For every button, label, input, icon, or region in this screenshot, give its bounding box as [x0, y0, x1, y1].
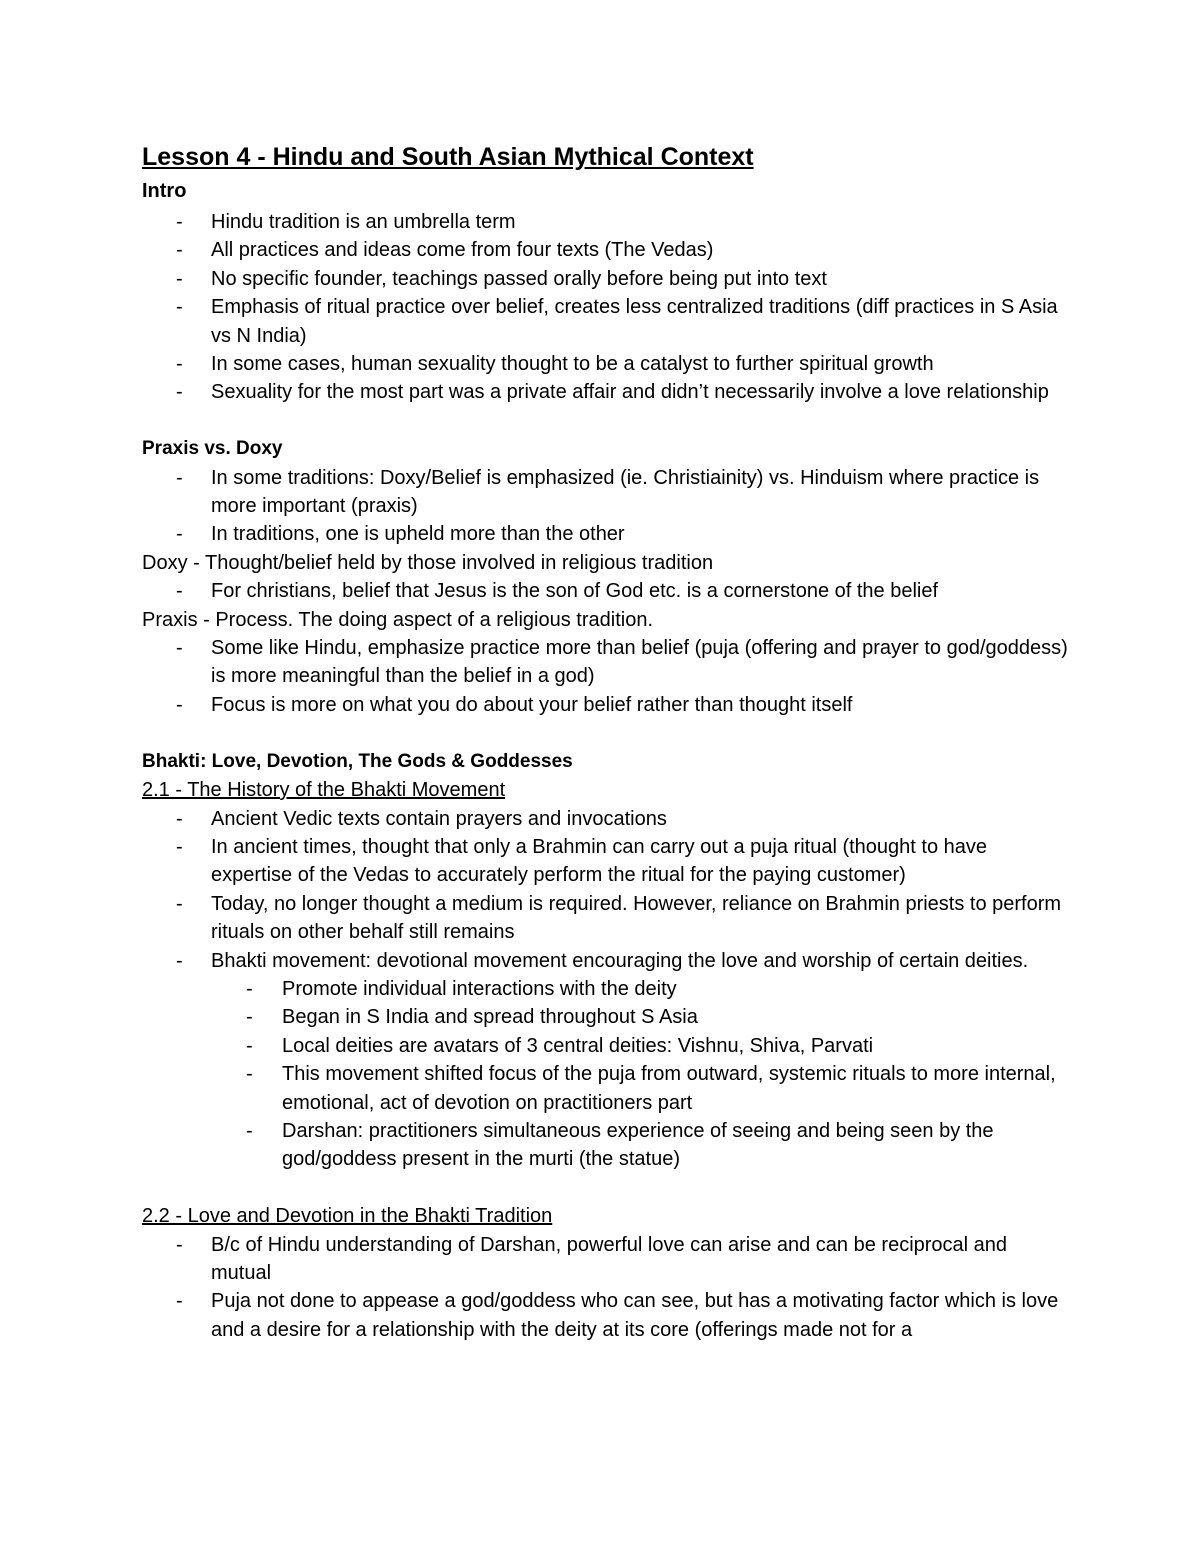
list-item-text: For christians, belief that Jesus is the son of God etc. is a cornerstone of the belief: [211, 580, 939, 603]
list-item-text: Sexuality for the most part was a private affair and didn’t necessarily involve a love relationship: [211, 381, 1049, 404]
list-item-text: Today, no longer thought a medium is required. However, reliance on Brahmin priests to perform rituals on other behalf still remains: [211, 892, 1062, 944]
list-item: [142, 236, 1072, 264]
intro-heading: Intro: [142, 180, 187, 202]
list-item-text: Puja not done to appease a god/goddess who can see, but has a motivating factor which is love and a desire for a relationship with the deity at its core (offerings made not for a: [211, 1290, 1059, 1341]
list-item-text: B/c of Hindu understanding of Darshan, powerful love can arise and can be reciprocal and mutual: [211, 1233, 1008, 1284]
blank-line: [142, 1174, 1072, 1202]
list-item: [142, 1117, 1072, 1174]
bullet-dash: -: [176, 1233, 183, 1256]
list-item-text: No specific founder, teachings passed orally before being put into text: [211, 267, 827, 290]
list-item: [142, 577, 1072, 605]
list-item: [142, 890, 1072, 947]
intro-list: [142, 208, 1072, 407]
list-item-text: In some traditions: Doxy/Belief is emphasized (ie. Christiainity) vs. Hinduism where practice is more important (praxis): [211, 466, 1040, 518]
list-item: [142, 350, 1072, 378]
bullet-dash: -: [246, 1063, 253, 1086]
bullet-dash: -: [176, 892, 183, 915]
praxis-list: [142, 464, 1072, 549]
subsection-heading-2-1: 2.1 - The History of the Bhakti Movement: [142, 779, 506, 802]
list-item-text: Local deities are avatars of 3 central deities: Vishnu, Shiva, Parvati: [282, 1034, 874, 1057]
bullet-dash: -: [176, 580, 183, 603]
blank-line: [142, 407, 1072, 435]
list-item-text: In ancient times, thought that only a Brahmin can carry out a puja ritual (thought to have expertise of the Vedas to accurately perform the ritual for the paying customer): [211, 835, 988, 887]
bullet-dash: -: [176, 381, 183, 404]
bullet-dash: -: [246, 977, 253, 1000]
bullet-dash: -: [176, 1290, 183, 1313]
list-item-text: This movement shifted focus of the puja from outward, systemic rituals to more internal, emotional, act of devotion on practitioners part: [282, 1063, 1056, 1114]
list-item-text: Hindu tradition is an umbrella term: [211, 211, 516, 233]
list-item: [142, 520, 1072, 548]
bullet-dash: -: [176, 637, 183, 660]
bullet-dash: -: [176, 807, 183, 830]
list-item: [142, 975, 1072, 1003]
subsection-heading-2-2: 2.2 - Love and Devotion in the Bhakti Tradition: [142, 1205, 553, 1228]
list-item-text: Darshan: practitioners simultaneous experience of seeing and being seen by the god/goddess present in the murti (the statue): [282, 1119, 994, 1171]
bullet-dash: -: [246, 1119, 253, 1142]
doxy-definition: Doxy - Thought/belief held by those involved in religious tradition: [142, 551, 714, 574]
list-item: [142, 293, 1072, 350]
list-item: [142, 208, 1072, 236]
bullet-dash: -: [176, 466, 183, 489]
list-item: [142, 805, 1072, 833]
list-item: [142, 833, 1072, 890]
page-title: Lesson 4 - Hindu and South Asian Mythical Context: [142, 143, 754, 171]
list-item: [142, 1231, 1072, 1288]
list-item: [142, 1060, 1072, 1117]
list-item: [142, 691, 1072, 719]
list-item-text: Emphasis of ritual practice over belief, creates less centralized traditions (diff practices in S Asia vs N India): [211, 296, 1058, 347]
bullet-dash: -: [176, 523, 183, 546]
bullet-dash: -: [176, 239, 183, 262]
list-item: [142, 265, 1072, 293]
bhakti-love-list: [142, 1231, 1072, 1345]
bullet-dash: -: [176, 211, 183, 233]
praxis-definition: Praxis - Process. The doing aspect of a religious tradition.: [142, 608, 653, 631]
list-item-text: Some like Hindu, emphasize practice more than belief (puja (offering and prayer to god/goddess) is more meaningful than the belief in a god): [211, 637, 1068, 688]
bhakti-history-list: [142, 805, 1072, 975]
list-item: [142, 947, 1072, 975]
bullet-dash: -: [176, 353, 183, 376]
doxy-list: [142, 577, 1072, 605]
bullet-dash: -: [176, 835, 183, 858]
list-item: [142, 1003, 1072, 1031]
list-item: [142, 1287, 1072, 1344]
list-item: [142, 634, 1072, 691]
bhakti-movement-sublist: [142, 975, 1072, 1174]
list-item-text: In traditions, one is upheld more than the other: [211, 523, 625, 546]
list-item: [142, 378, 1072, 406]
list-item-text: All practices and ideas come from four texts (The Vedas): [211, 239, 714, 262]
list-item-text: Ancient Vedic texts contain prayers and invocations: [211, 807, 667, 830]
list-item-text: In some cases, human sexuality thought to be a catalyst to further spiritual growth: [211, 353, 934, 376]
bullet-dash: -: [246, 1034, 253, 1057]
praxis-heading: Praxis vs. Doxy: [142, 438, 283, 460]
praxis-detail-list: [142, 634, 1072, 719]
bullet-dash: -: [246, 1006, 253, 1029]
list-item: [142, 1032, 1072, 1060]
document-page: [142, 140, 1072, 1344]
blank-line: [142, 719, 1072, 747]
list-item-text: Focus is more on what you do about your belief rather than thought itself: [211, 693, 853, 716]
list-item-text: Began in S India and spread throughout S Asia: [282, 1006, 698, 1029]
bullet-dash: -: [176, 267, 183, 290]
bhakti-heading: Bhakti: Love, Devotion, The Gods & Goddesses: [142, 750, 573, 772]
bullet-dash: -: [176, 296, 183, 319]
bullet-dash: -: [176, 693, 183, 716]
list-item: [142, 464, 1072, 521]
list-item-text: Bhakti movement: devotional movement encouraging the love and worship of certain deities.: [211, 949, 1029, 972]
bullet-dash: -: [176, 949, 183, 972]
list-item-text: Promote individual interactions with the deity: [282, 977, 677, 1000]
